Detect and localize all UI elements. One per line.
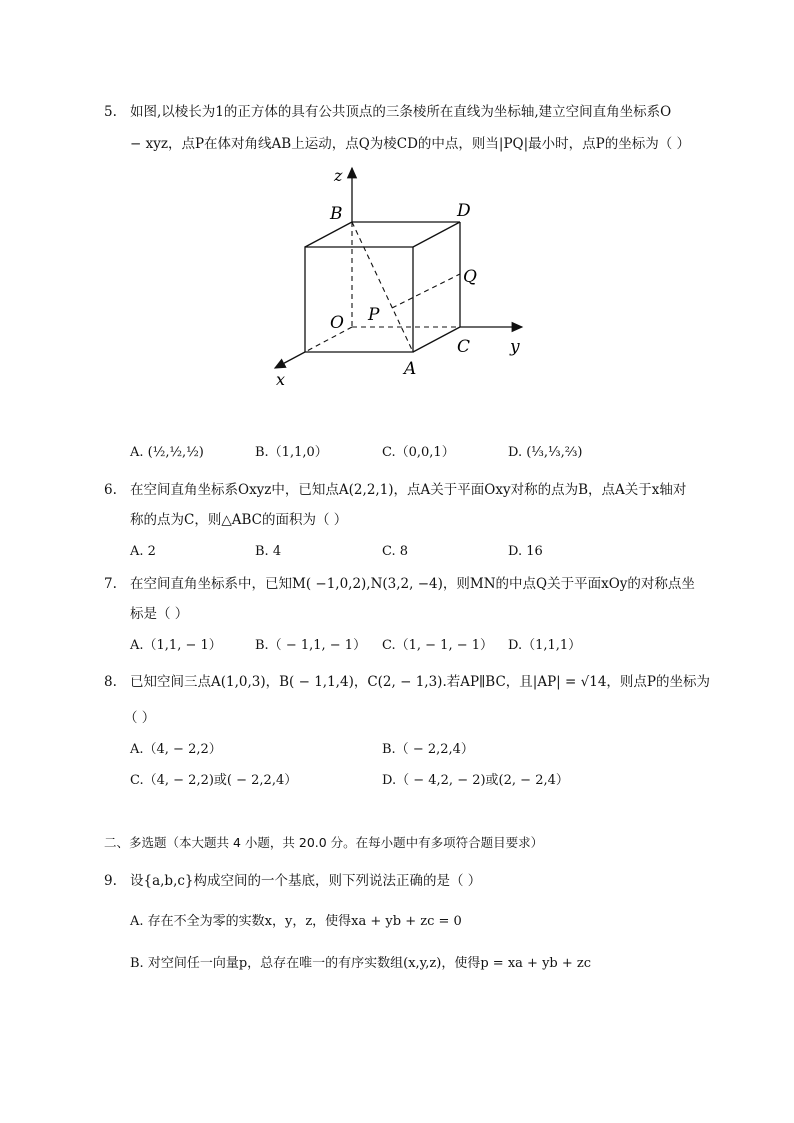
q8-option-c: C.（4, − 2,2)或( − 2,2,4） <box>130 773 298 788</box>
q8-option-b: B.（ − 2,2,4） <box>382 742 474 757</box>
q5-option-b: B.（1,1,0） <box>255 445 328 460</box>
q8-option-a: A.（4, − 2,2） <box>130 742 222 757</box>
q9-number: 9. <box>104 873 117 889</box>
q8-option-d: D.（ − 4,2, − 2)或(2, − 2,4） <box>382 773 569 788</box>
q6-option-c: C. 8 <box>382 544 409 559</box>
q5-text-line2: − xyz，点P在体对角线AB上运动，点Q为棱CD的中点，则当|PQ|最小时，点P的坐标为（ ） <box>130 136 691 152</box>
hidden-edges <box>305 222 460 352</box>
q6-option-d: D. 16 <box>508 544 543 559</box>
q7-number: 7. <box>104 576 117 592</box>
section-heading: 二、多选题（本大题共 4 小题，共 20.0 分。在每小题中有多项符合题目要求） <box>104 835 544 850</box>
label-C: C <box>457 337 471 357</box>
label-z: z <box>334 166 343 185</box>
label-x: x <box>276 370 286 389</box>
x-axis-visible <box>275 352 305 368</box>
q5-text-line1: 如图,以棱长为1的正方体的具有公共顶点的三条棱所在直线为坐标轴,建立空间直角坐标系O <box>130 104 672 120</box>
q6-number: 6. <box>104 482 117 498</box>
label-P: P <box>368 305 380 325</box>
q8-number: 8. <box>104 674 117 690</box>
q5-option-a: A. (½,½,½) <box>130 445 204 460</box>
q9-text-line1: 设{a,b,c}构成空间的一个基底，则下列说法正确的是（ ） <box>130 873 482 889</box>
q6-option-a: A. 2 <box>130 544 156 559</box>
label-O: O <box>330 313 344 333</box>
q8-text-line2: （ ） <box>124 710 156 726</box>
label-B: B <box>330 204 343 224</box>
visible-edges <box>305 222 460 352</box>
q7-option-d: D.（1,1,1） <box>508 638 582 653</box>
label-A: A <box>404 359 417 379</box>
q7-option-c: C.（1, − 1, − 1） <box>382 638 494 653</box>
q9-option-b: B. 对空间任一向量p，总存在唯一的有序实数组(x,y,z)，使得p = xa + yb + zc <box>130 956 592 971</box>
q5-option-c: C.（0,0,1） <box>382 445 455 460</box>
q8-text-line1: 已知空间三点A(1,0,3)，B( − 1,1,4)，C(2, − 1,3).若AP∥BC，且|AP| = √14，则点P的坐标为 <box>130 674 710 690</box>
q6-text-line2: 称的点为C，则△ABC的面积为（ ） <box>130 512 348 528</box>
label-y: y <box>510 337 520 357</box>
q6-text-line1: 在空间直角坐标系Oxyz中，已知点A(2,2,1)，点A关于平面Oxy对称的点为B，点A关于x轴对 <box>130 482 687 498</box>
q5-number: 5. <box>104 104 117 120</box>
q7-text-line1: 在空间直角坐标系中，已知M( −1,0,2),N(3,2, −4)，则MN的中点Q关于平面xOy的对称点坐 <box>130 576 695 592</box>
q6-option-b: B. 4 <box>255 544 282 559</box>
q7-option-b: B.（ − 1,1, − 1） <box>255 638 367 653</box>
label-Q: Q <box>463 267 477 287</box>
q7-option-a: A.（1,1, − 1） <box>130 638 222 653</box>
q5-option-d: D. (⅓,⅓,⅔) <box>508 445 583 460</box>
label-D: D <box>457 201 471 221</box>
q9-option-a: A. 存在不全为零的实数x，y，z，使得xa + yb + zc = 0 <box>130 914 462 929</box>
q7-text-line2: 标是（ ） <box>130 606 189 622</box>
